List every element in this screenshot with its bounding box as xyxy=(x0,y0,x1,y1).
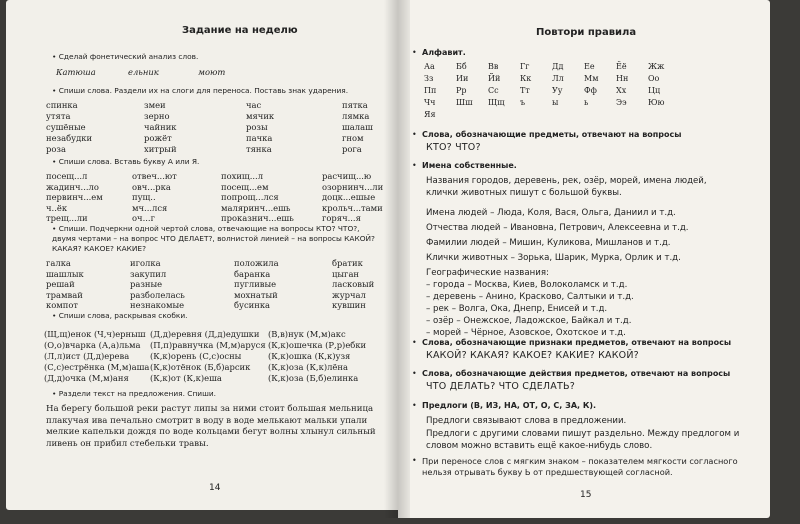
alphabet-letter: Кк xyxy=(520,74,532,83)
alphabet-letter: Зз xyxy=(424,74,434,83)
task3-word: посещ...ем xyxy=(221,181,269,192)
bullet-icon: • xyxy=(412,48,417,57)
geo-line: – озёр – Онежское, Ладожское, Байкал и т.д. xyxy=(426,316,632,326)
proper-names-line: Фамилии людей – Мишин, Куликова, Мишланов и т.д. xyxy=(426,238,671,248)
task3-instruction: • Спиши слова. Вставь букву А или Я. xyxy=(52,157,200,166)
task5-word: (Щ,щ)енок (Ч,ч)ерныш xyxy=(44,329,146,339)
task4-word: журчал xyxy=(332,289,366,300)
task4-word: цыган xyxy=(332,268,360,279)
alphabet-letter: Ее xyxy=(584,62,595,71)
task4-word: закупил xyxy=(130,268,167,279)
task3-word: овч...рка xyxy=(132,181,171,192)
alphabet-letter: Оо xyxy=(648,74,660,83)
alphabet-letter: Гг xyxy=(520,62,530,71)
task3-word: трещ...ли xyxy=(46,213,88,223)
task1-word: моют xyxy=(198,67,226,77)
task2-word: хитрый xyxy=(144,144,177,154)
book-gutter xyxy=(384,0,410,518)
task4-word: иголка xyxy=(130,258,161,268)
task5-word: (К,к)ошечка (Р,р)ебки xyxy=(268,340,367,350)
proper-names-heading: Имена собственные. xyxy=(422,161,517,170)
alphabet-letter: Мм xyxy=(584,74,599,83)
task3-word: похищ...л xyxy=(221,171,264,181)
task4-word: кувшин xyxy=(332,300,366,310)
alphabet-letter: Щщ xyxy=(488,98,505,107)
right-page xyxy=(398,0,770,518)
task4-word: компот xyxy=(46,300,79,310)
alphabet-letter: ы xyxy=(552,98,559,107)
left-page-title: Задание на неделю xyxy=(182,25,298,36)
task2-instruction: • Спиши слова. Раздели их на слоги для переноса. Поставь знак ударения. xyxy=(52,86,349,95)
alphabet-letter: Нн xyxy=(616,74,629,83)
task2-word: утята xyxy=(46,111,71,121)
task3-word: первинч...ем xyxy=(46,192,103,202)
task2-word: гном xyxy=(342,133,364,143)
task2-word: лямка xyxy=(342,111,370,121)
task2-word: пачка xyxy=(246,133,273,143)
geo-line: – деревень – Анино, Красково, Салтыки и т.д. xyxy=(426,292,634,302)
alphabet-letter: Жж xyxy=(648,62,665,71)
task3-word: отвеч...ют xyxy=(132,171,177,181)
task3-word: ч..ёк xyxy=(46,202,68,213)
task3-word: расчищ...ю xyxy=(322,171,372,181)
alphabet-heading: Алфавит. xyxy=(422,48,466,57)
alphabet-letter: Вв xyxy=(488,62,499,71)
task4-word: разболелась xyxy=(130,289,185,300)
task5-word: (К,к)орень (С,с)осны xyxy=(150,351,242,361)
bullet-icon: • xyxy=(412,338,417,347)
task1-word: ельник xyxy=(128,67,159,77)
task5-word: (К,к)отёнок (Б,б)арсик xyxy=(150,362,251,372)
task2-word: незабудки xyxy=(46,133,93,143)
alphabet-letter: Фф xyxy=(584,86,597,95)
alphabet-letter: Лл xyxy=(552,74,564,83)
task2-word: чайник xyxy=(144,122,177,132)
task4-word: решай xyxy=(46,279,75,289)
task5-word: (К,к)оза (К,к)лёна xyxy=(268,362,348,372)
task5-word: (К,к)ошка (К,к)узя xyxy=(268,351,351,361)
left-page xyxy=(6,0,398,510)
rule-objects-questions: КТО? ЧТО? xyxy=(426,142,481,153)
bullet-icon: • xyxy=(412,161,417,170)
task2-word: мячик xyxy=(246,111,275,121)
task3-word: доцк...ешые xyxy=(322,192,376,202)
alphabet-letter: Ии xyxy=(456,74,469,83)
task4-word: трамвай xyxy=(46,289,83,300)
task3-word: проказнич...ешь xyxy=(221,213,294,223)
task1-word: Катюша xyxy=(56,67,96,77)
rule-attributes-heading: Слова, обозначающие признаки предметов, отвечают на вопросы xyxy=(422,338,732,347)
task2-word: тянка xyxy=(246,144,272,154)
alphabet-letter: Юю xyxy=(648,98,665,107)
alphabet-letter: Дд xyxy=(552,62,564,71)
proper-names-line: Клички животных – Зорька, Шарик, Мурка, Орлик и т.д. xyxy=(426,253,681,263)
task5-word: (К,к)от (К,к)еша xyxy=(150,373,222,383)
rule-objects-heading: Слова, обозначающие предметы, отвечают на вопросы xyxy=(422,130,682,139)
alphabet-letter: Ээ xyxy=(616,98,627,107)
proper-names-intro: Названия городов, деревень, рек, озёр, морей, имена людей, клички животных пишут с большой буквы. xyxy=(426,176,707,198)
alphabet-letter: Тт xyxy=(520,86,530,95)
task4-word: ласковый xyxy=(332,279,375,289)
task4-word: братик xyxy=(332,258,363,268)
task2-word: зерно xyxy=(144,111,170,121)
alphabet-letter: Бб xyxy=(456,62,467,71)
geo-line: – города – Москва, Киев, Волоколамск и т.д. xyxy=(426,280,628,290)
proper-names-line: Отчества людей – Ивановна, Петрович, Алексеевна и т.д. xyxy=(426,223,689,233)
alphabet-letter: Рр xyxy=(456,86,467,95)
task5-word: (О,о)вчарка (А,а)льма xyxy=(44,340,141,350)
task2-word: пятка xyxy=(342,100,368,110)
geo-line: – рек – Волга, Ока, Днепр, Енисей и т.д. xyxy=(426,304,608,314)
task3-word: горяч...я xyxy=(322,213,361,223)
bullet-icon: • xyxy=(412,456,417,465)
task5-word: (Л,л)ист (Д,д)ерева xyxy=(44,351,130,361)
task4-word: мохнатый xyxy=(234,289,278,300)
task2-word: сушёные xyxy=(46,122,86,132)
task1-instruction: • Сделай фонетический анализ слов. xyxy=(52,52,199,61)
task5-word: (В,в)нук (М,м)акс xyxy=(268,329,346,339)
alphabet-letter: Сс xyxy=(488,86,499,95)
task3-word: озорнинч...ли xyxy=(322,181,384,192)
alphabet-letter: Аа xyxy=(424,62,435,71)
alphabet-letter: Пп xyxy=(424,86,437,95)
task5-word: (П,п)равнучка (М,м)аруся xyxy=(150,340,266,350)
alphabet-letter: Уу xyxy=(552,86,563,95)
task6-text: На берегу большой реки растут липы за ними стоит большая мельница плакучая ива печально смотрит в воду в воде мелькают мальки упали мелкие капельки дождя по воде кольцами бегут волны хлынул сильный ливень он прибил стебельки травы. xyxy=(46,404,376,449)
task4-word: положила xyxy=(234,258,279,268)
task3-word: попрощ...лся xyxy=(221,192,279,202)
task3-word: маляринч...ешь xyxy=(221,202,291,213)
task4-word: баранка xyxy=(234,268,271,279)
task4-word: разные xyxy=(130,279,163,289)
task2-word: час xyxy=(246,100,262,110)
alphabet-letter: ъ xyxy=(520,98,526,107)
task2-word: шалаш xyxy=(342,122,373,132)
task2-word: рога xyxy=(342,144,362,154)
alphabet-letter: Яя xyxy=(424,110,436,119)
task5-word: (Д,д)очка (М,м)аня xyxy=(44,373,129,383)
bullet-icon: • xyxy=(412,369,417,378)
task4-instruction: • Спиши. Подчеркни одной чертой слова, отвечающие на вопросы КТО? ЧТО?, двумя чертами – на вопрос ЧТО ДЕЛАЕТ?, волнистой линией – на вопросы КАКОЙ? КАКАЯ? КАКОЕ? КАКИЕ? xyxy=(52,224,375,253)
soft-sign-rule: При переносе слов с мягким знаком – показателем мягкости согласного нельзя отрывать букву Ь от предшествующей согласной. xyxy=(422,456,738,477)
right-page-number: 15 xyxy=(580,490,592,500)
prepositions-line: Предлоги с другими словами пишут раздельно. Между предлогом и словом можно вставить ещё какое-нибудь слово. xyxy=(426,429,740,451)
task4-word: незнакомые xyxy=(130,300,185,310)
task5-word: (Д,д)еревня (Д,д)едушки xyxy=(150,329,260,339)
task4-word: галка xyxy=(46,258,71,268)
prepositions-heading: Предлоги (В, ИЗ, НА, ОТ, О, С, ЗА, К). xyxy=(422,401,597,410)
task4-word: шашлык xyxy=(46,268,84,279)
alphabet-letter: Цц xyxy=(648,86,661,95)
task4-word: пугливые xyxy=(234,279,277,289)
alphabet-letter: Хх xyxy=(616,86,627,95)
alphabet-letter: Ёё xyxy=(616,62,627,71)
task5-instruction: • Спиши слова, раскрывая скобки. xyxy=(52,311,188,320)
proper-names-line: Имена людей – Люда, Коля, Вася, Ольга, Даниил и т.д. xyxy=(426,208,676,218)
alphabet-letter: Йй xyxy=(488,74,501,83)
task3-word: оч...г xyxy=(132,213,155,223)
right-page-title: Повтори правила xyxy=(536,27,637,38)
alphabet-letter: Шш xyxy=(456,98,473,107)
bullet-icon: • xyxy=(412,401,417,410)
task5-word: (К,к)оза (Б,б)елинка xyxy=(268,373,359,383)
alphabet-letter: Чч xyxy=(424,98,436,107)
bullet-icon: • xyxy=(412,130,417,139)
prepositions-line: Предлоги связывают слова в предложении. xyxy=(426,416,627,426)
alphabet-letter: ь xyxy=(584,98,589,107)
task3-word: крольч...тами xyxy=(322,202,383,213)
left-page-number: 14 xyxy=(209,483,221,493)
task2-word: розы xyxy=(246,122,268,132)
task5-word: (С,с)естрёнка (М,м)аша xyxy=(44,362,150,372)
task3-word: мч...лся xyxy=(132,202,168,213)
task3-word: посещ...л xyxy=(46,171,88,181)
rule-attributes-questions: КАКОЙ? КАКАЯ? КАКОЕ? КАКИЕ? КАКОЙ? xyxy=(426,350,639,361)
geo-heading: Географические названия: xyxy=(426,268,549,278)
task4-word: бусинка xyxy=(234,300,271,310)
rule-actions-questions: ЧТО ДЕЛАТЬ? ЧТО СДЕЛАТЬ? xyxy=(426,381,575,392)
task2-word: змеи xyxy=(144,100,166,110)
task2-word: спинка xyxy=(46,100,78,110)
task6-instruction: • Раздели текст на предложения. Спиши. xyxy=(52,389,217,398)
rule-actions-heading: Слова, обозначающие действия предметов, отвечают на вопросы xyxy=(422,369,731,378)
task3-word: пущ.. xyxy=(132,192,156,202)
geo-line: – морей – Чёрное, Азовское, Охотское и т.д. xyxy=(426,328,626,338)
task2-word: роза xyxy=(46,144,66,154)
task3-word: жадинч...ло xyxy=(46,181,99,192)
task2-word: рожёт xyxy=(144,133,172,143)
